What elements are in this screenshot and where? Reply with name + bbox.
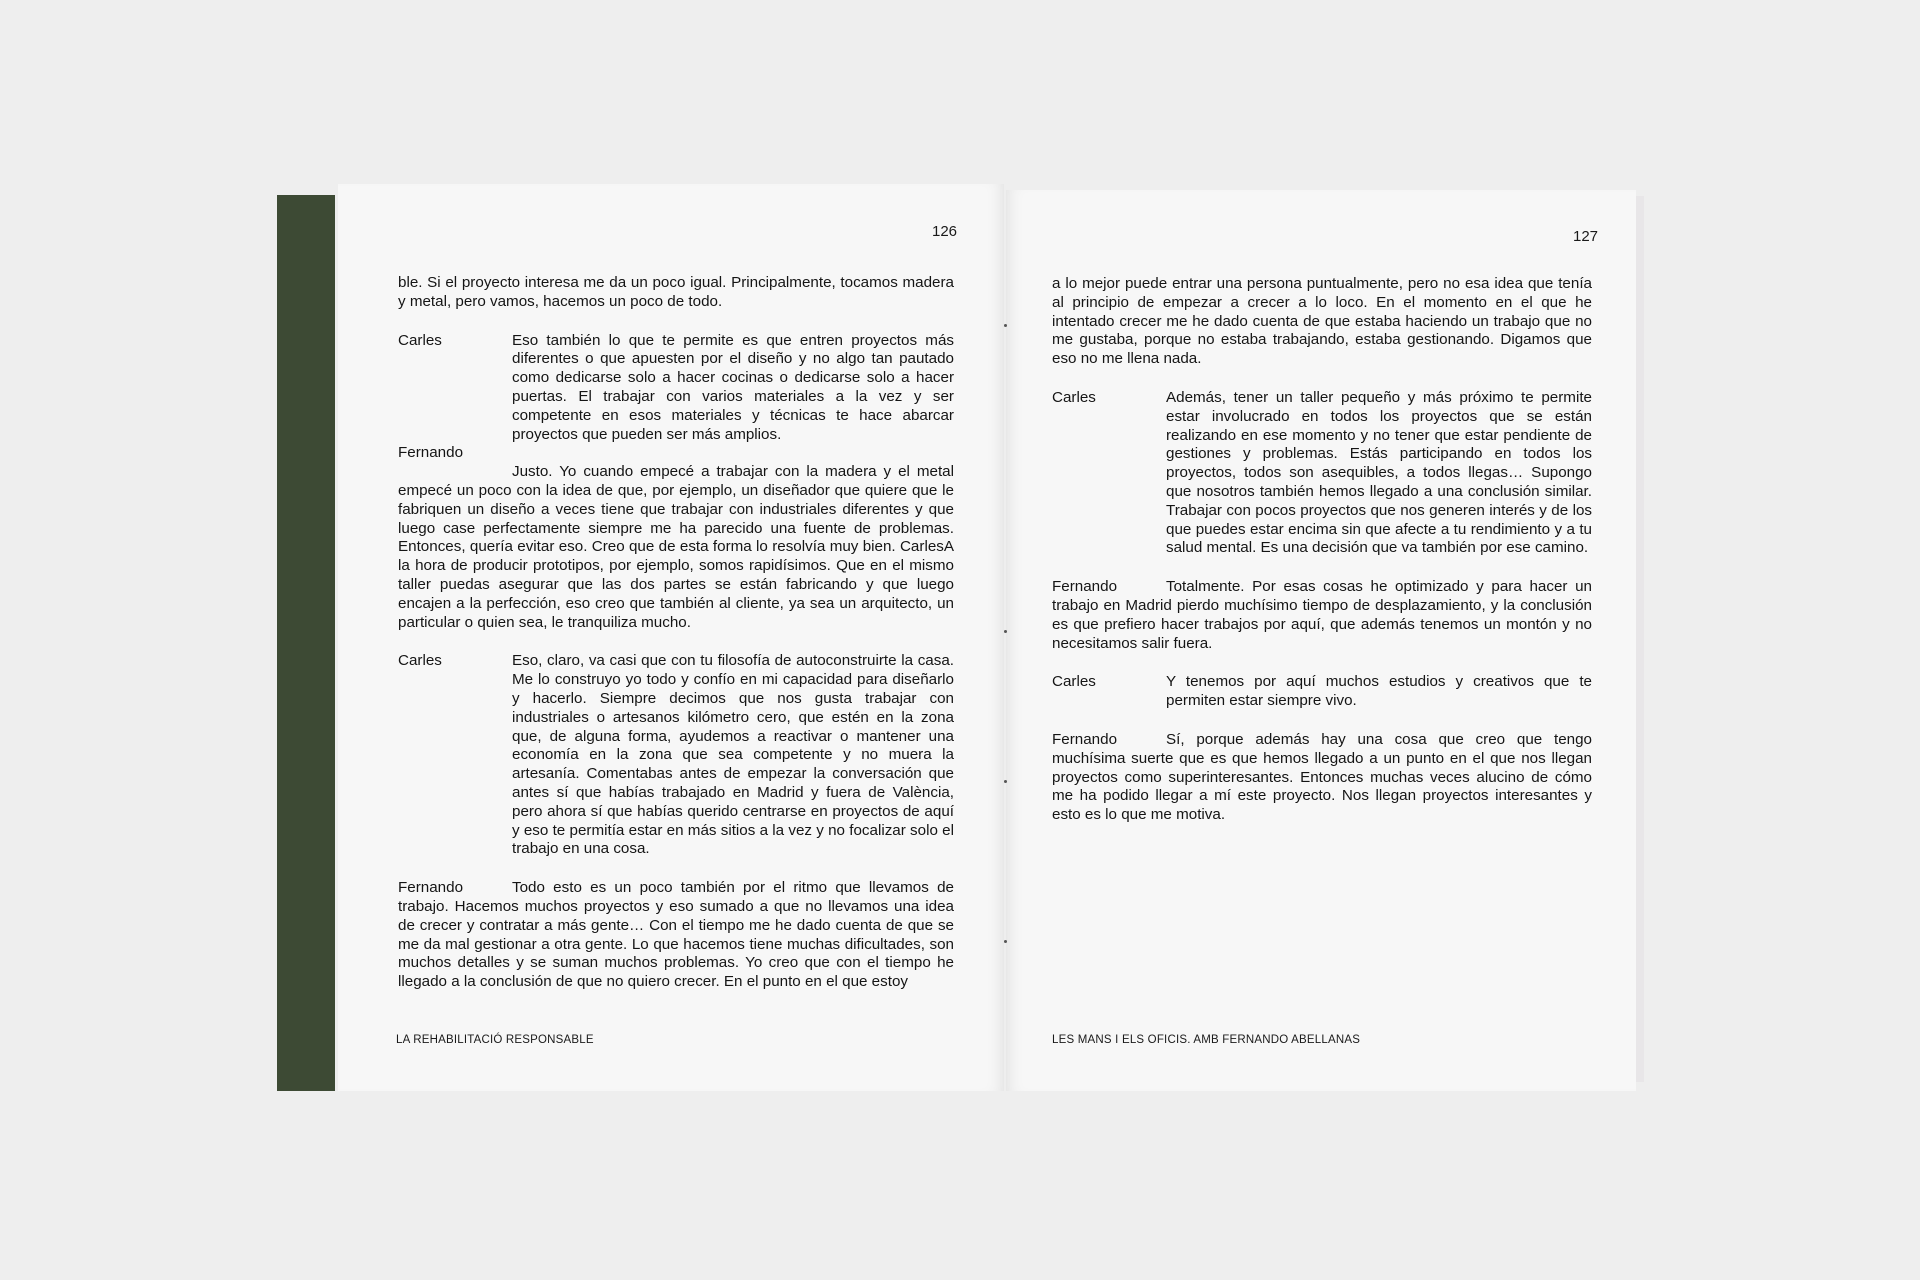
speaker-name: Fernando bbox=[398, 879, 464, 897]
running-footer: LA REHABILITACIÓ RESPONSABLE bbox=[396, 1034, 594, 1046]
opening-paragraph: ble. Si el proyecto interesa me da un poco igual. Principalmente, tocamos madera y metal, pero vamos, hacemos un poco de todo. bbox=[398, 274, 954, 310]
left-page-body bbox=[398, 274, 954, 1012]
speaker-name: Carles bbox=[398, 652, 442, 670]
right-page bbox=[1006, 190, 1636, 1091]
dialogue-block bbox=[1052, 731, 1592, 825]
dialogue-block bbox=[398, 332, 954, 445]
dialogue-block bbox=[398, 444, 954, 632]
speaker-name: Carles bbox=[1052, 388, 1096, 406]
speaker-name: Carles bbox=[398, 331, 442, 349]
speech-text: Sí, porque además hay una cosa que creo que tengo muchísima suerte que es que hemos llegado a un punto en el que nos llegan proyectos como superinteresantes. Entonces muchas veces alucino de cómo me ha podido llegar a mí este proyecto. Nos llegan proyectos interesantes y esto es lo que me motiva. bbox=[1052, 730, 1592, 824]
right-page-body bbox=[1052, 275, 1592, 845]
speech-text: Totalmente. Por esas cosas he optimizado y para hacer un trabajo en Madrid pierdo muchísimo tiempo de desplazamiento, y la conclusión es que prefiero hacer trabajos por aquí, que además tenemos un montón y no necesitamos salir fuera. bbox=[1052, 578, 1592, 652]
speech-text: Justo. Yo cuando empecé a trabajar con la madera y el metal empecé un poco con la idea de que, por ejemplo, un diseñador que quiere que le fabriquen un diseño a veces tiene que trabajar con industriales diferentes y que luego case perfectamente siempre me ha parecido una fuente de problemas. Entonces, quería evitar eso. Creo que de esta forma lo resolvía muy bien. CarlesA la hora de producir prototipos, por ejemplo, somos rapidísimos. Que en el mismo taller puedas asegurar que las dos partes se están fabricando y que luego encajen a la perfección, eso creo que también al cliente, ya sea un arquitecto, un particular o quien sea, le tranquiliza mucho. bbox=[398, 463, 954, 631]
speaker-name: Fernando bbox=[1052, 578, 1118, 596]
dialogue-block bbox=[1052, 673, 1592, 711]
book-cover-spine bbox=[277, 195, 335, 1091]
dialogue-block bbox=[398, 652, 954, 859]
speech-text: Eso también lo que te permite es que entren proyectos más diferentes o que apuesten por el diseño y no algo tan pautado como dedicarse solo a hacer cocinas o dedicarse solo a hacer puertas. El trabajar con varios materiales a la vez y ser competente en esos materiales y técnicas te hace abarcar proyectos que pueden ser más amplios. bbox=[512, 331, 954, 443]
binding-stitch-mark bbox=[1004, 940, 1007, 943]
opening-paragraph: a lo mejor puede entrar una persona puntualmente, pero no esa idea que tenía al principio de empezar a crecer a lo loco. En el momento en el que he intentado crecer me he dado cuenta de que estaba haciendo un trabajo que no me gustaba, porque no estaba trabajando, estaba gestionando. Digamos que eso no me llena nada. bbox=[1052, 275, 1592, 368]
dialogue-block bbox=[1052, 578, 1592, 653]
page-number: 127 bbox=[1573, 228, 1599, 245]
speech-text: Eso, claro, va casi que con tu filosofía de autoconstruirte la casa. Me lo construyo yo todo y confío en mi capacidad para diseñarlo y hacerlo. Siempre decimos que nos gusta trabajar con industriales o artesanos kilómetro cero, que estén en la zona que, de alguna forma, ayudemos a reactivar o mantener una economía en la zona que sea competente y no muera la artesanía. Comentabas antes de empezar la conversación que antes sí que habías trabajado en Madrid y fuera de València, pero ahora sí que habías querido centrarse en proyectos de aquí y eso te permitía estar en más sitios a la vez y no focalizar solo el trabajo en una cosa. bbox=[512, 652, 954, 858]
speaker-name: Carles bbox=[1052, 673, 1096, 691]
dialogue-block bbox=[1052, 389, 1592, 558]
running-footer: LES MANS I ELS OFICIS. AMB FERNANDO ABELLANAS bbox=[1052, 1034, 1361, 1046]
speech-text: Todo esto es un poco también por el ritmo que llevamos de trabajo. Hacemos muchos proyectos y eso sumado a que no llevamos una idea de crecer y contratar a más gente… Con el tiempo me he dado cuenta de que se me da mal gestionar a otra gente. Lo que hacemos tiene muchas dificultades, son muchos detalles y se suman muchos problemas. Yo creo que con el tiempo he llegado a la conclusión de que no quiero crecer. En el punto en el que estoy bbox=[398, 879, 954, 991]
speech-text: Y tenemos por aquí muchos estudios y creativos que te permiten estar siempre vivo. bbox=[1166, 673, 1592, 710]
binding-stitch-mark bbox=[1004, 630, 1007, 633]
dialogue-block bbox=[398, 879, 954, 992]
binding-stitch-mark bbox=[1004, 780, 1007, 783]
page-number: 126 bbox=[932, 223, 958, 240]
left-page bbox=[338, 184, 1004, 1091]
speaker-name: Fernando bbox=[398, 444, 464, 462]
binding-stitch-mark bbox=[1004, 324, 1007, 327]
speech-text: Además, tener un taller pequeño y más próximo te permite estar involucrado en todos los proyectos que se están realizando en ese momento y no tener que estar pendiente de gestiones y problemas. Estás participando en todos los proyectos, todos son asequibles, a todos llegas… Supongo que nosotros también hemos llegado a una conclusión similar. Trabajar con pocos proyectos que nos generen interés y de los que puedes estar encima sin que afecte a tu rendimiento y a tu salud mental. Es una decisión que va también por ese camino. bbox=[1166, 388, 1592, 557]
speaker-name: Fernando bbox=[1052, 730, 1118, 748]
